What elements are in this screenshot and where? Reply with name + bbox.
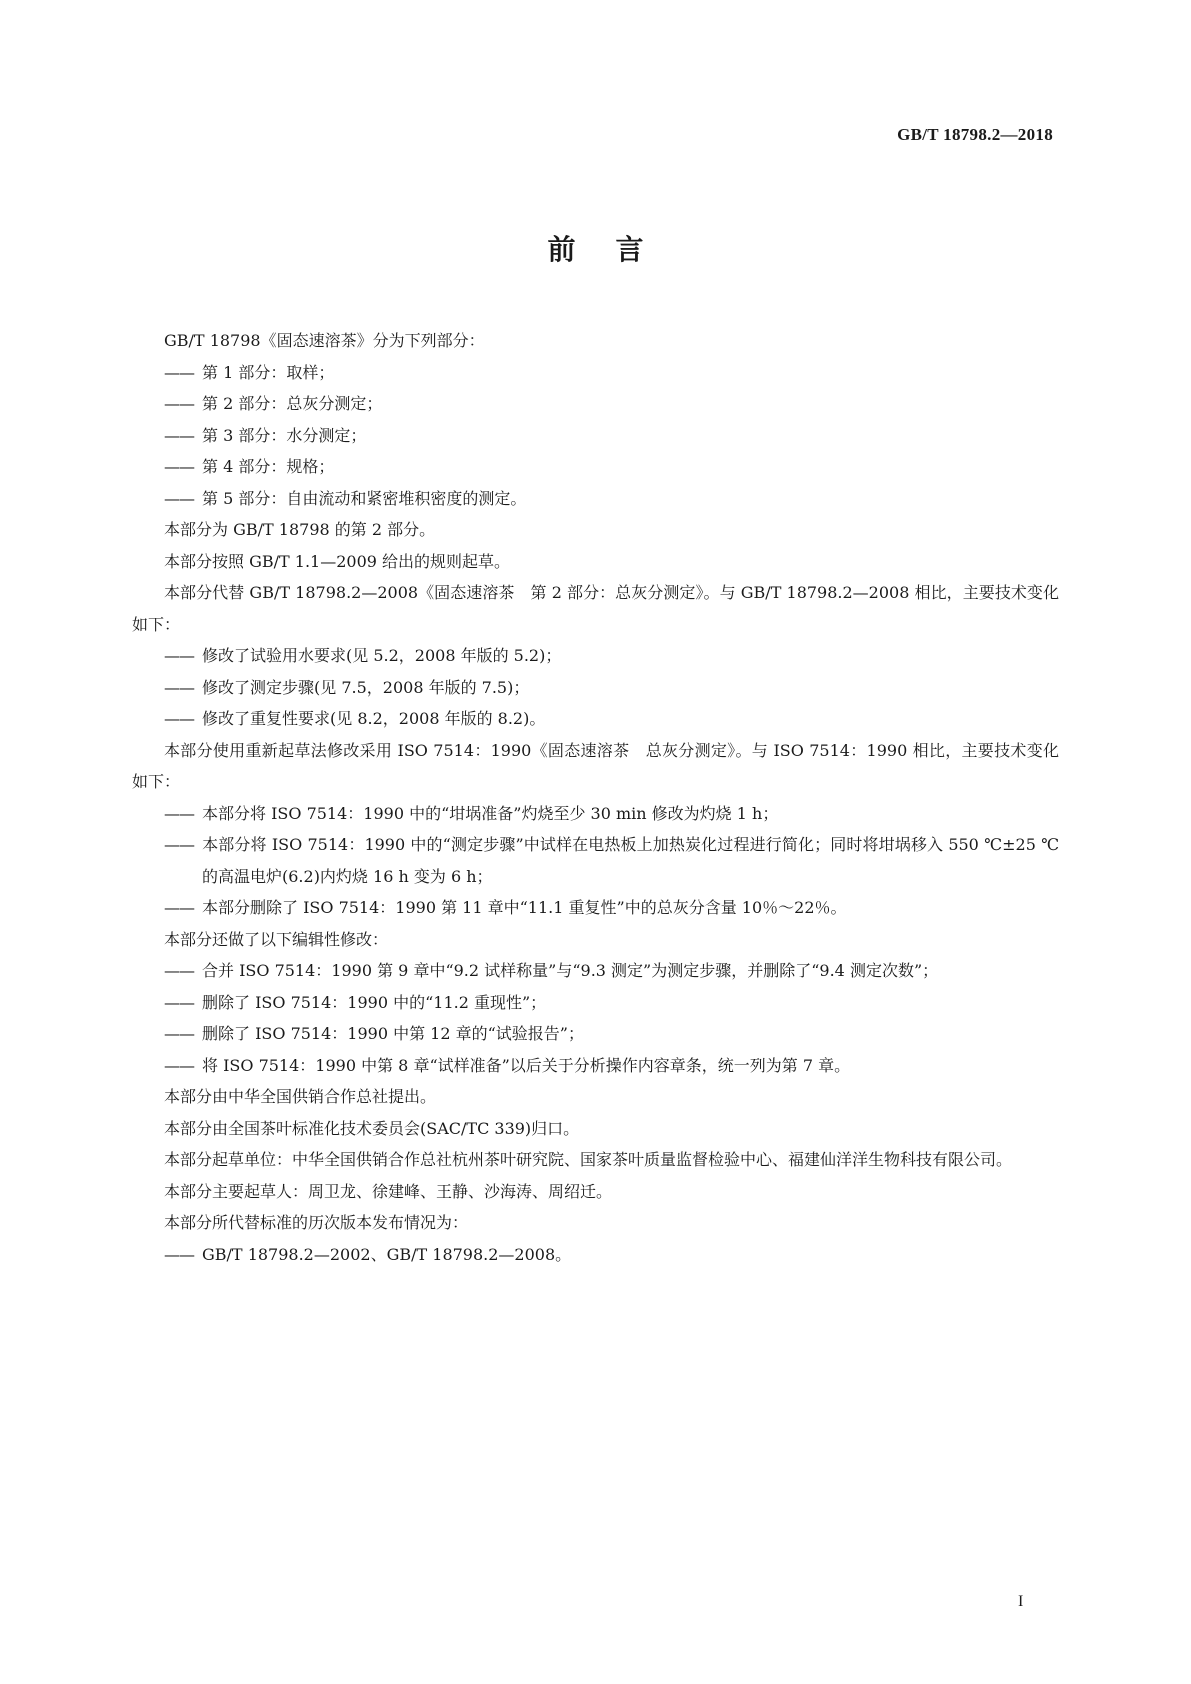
paragraph: 本部分由中华全国供销合作总社提出。 xyxy=(164,1087,437,1106)
list-item xyxy=(132,798,1059,830)
list-item xyxy=(132,1050,1059,1082)
list-dash: —— xyxy=(164,1024,194,1043)
list-item xyxy=(132,987,1059,1019)
list-item-text: 本部分将 ISO 7514：1990 中的“测定步骤”中试样在电热板上加热炭化过程进行简化；同时将坩埚移入 550 ℃±25 ℃的高温电炉(6.2)内灼烧 16 h 变为 6 h； xyxy=(202,835,1059,886)
list-item-text: GB/T 18798.2—2002、GB/T 18798.2—2008。 xyxy=(202,1244,572,1264)
list-item-text: 删除了 ISO 7514：1990 中的“11.2 重现性”； xyxy=(202,992,547,1012)
list-dash: —— xyxy=(164,425,194,445)
list-item xyxy=(132,388,1059,420)
list-dash: —— xyxy=(164,394,194,413)
paragraph: 本部分主要起草人：周卫龙、徐建峰、王静、沙海涛、周绍迁。 xyxy=(164,1181,613,1201)
list-item xyxy=(132,955,1059,987)
list-item xyxy=(132,420,1059,452)
paragraph: 本部分为 GB/T 18798 的第 2 部分。 xyxy=(164,520,436,539)
paragraph: 本部分由全国茶叶标准化技术委员会(SAC/TC 339)归口。 xyxy=(164,1118,580,1138)
list-dash: —— xyxy=(164,488,194,508)
list-item-text: 修改了试验用水要求(见 5.2，2008 年版的 5.2)； xyxy=(202,646,562,665)
list-dash: —— xyxy=(164,961,194,980)
paragraph: 本部分代替 GB/T 18798.2—2008《固态速溶茶 第 2 部分：总灰分测定》。与 GB/T 18798.2—2008 相比，主要技术变化如下： xyxy=(132,583,1059,634)
list-item xyxy=(132,451,1059,483)
page-number: I xyxy=(1018,1593,1024,1610)
list-dash: —— xyxy=(164,898,194,917)
list-item-text: 删除了 ISO 7514：1990 中第 12 章的“试验报告”； xyxy=(202,1024,584,1043)
list-item-text: 本部分删除了 ISO 7514：1990 第 11 章中“11.1 重复性”中的总灰分含量 10％～22％。 xyxy=(202,898,847,917)
list-item-text: 将 ISO 7514：1990 中第 8 章“试样准备”以后关于分析操作内容章条，统一列为第 7 章。 xyxy=(202,1055,851,1075)
list-item-text: 第 4 部分：规格； xyxy=(202,457,335,476)
list-item xyxy=(132,640,1059,672)
list-item-text: 修改了重复性要求(见 8.2，2008 年版的 8.2)。 xyxy=(202,709,546,728)
list-dash: —— xyxy=(164,1244,194,1264)
list-dash: —— xyxy=(164,646,194,665)
list-item xyxy=(132,703,1059,735)
list-item-text: 第 3 部分：水分测定； xyxy=(202,425,367,445)
standard-code: GB/T 18798.2—2018 xyxy=(897,125,1053,144)
list-item xyxy=(132,1018,1059,1050)
paragraph: GB/T 18798《固态速溶茶》分为下列部分： xyxy=(164,331,485,350)
paragraph: 本部分还做了以下编辑性修改： xyxy=(164,929,389,949)
paragraph: 本部分按照 GB/T 1.1—2009 给出的规则起草。 xyxy=(164,551,511,571)
list-item xyxy=(132,357,1059,389)
list-item-text: 第 1 部分：取样； xyxy=(202,362,335,382)
list-dash: —— xyxy=(164,362,194,382)
document-body xyxy=(132,325,1059,1270)
paragraph: 本部分所代替标准的历次版本发布情况为： xyxy=(164,1213,469,1232)
list-item xyxy=(132,483,1059,515)
list-dash: —— xyxy=(164,1055,194,1075)
list-item xyxy=(132,829,1059,892)
list-item xyxy=(132,672,1059,704)
paragraph: 本部分起草单位：中华全国供销合作总社杭州茶叶研究院、国家茶叶质量监督检验中心、福建仙洋洋生物科技有限公司。 xyxy=(164,1150,1013,1169)
list-dash: —— xyxy=(164,835,194,854)
list-dash: —— xyxy=(164,992,194,1012)
list-item-text: 修改了测定步骤(见 7.5，2008 年版的 7.5)； xyxy=(202,677,530,697)
list-item-text: 本部分将 ISO 7514：1990 中的“坩埚准备”灼烧至少 30 min 修改为灼烧 1 h； xyxy=(202,803,779,823)
list-item-text: 合并 ISO 7514：1990 第 9 章中“9.2 试样称量”与“9.3 测定”为测定步骤，并删除了“9.4 测定次数”； xyxy=(202,961,939,980)
list-dash: —— xyxy=(164,709,194,728)
list-dash: —— xyxy=(164,677,194,697)
list-item-text: 第 2 部分：总灰分测定； xyxy=(202,394,383,413)
list-item-text: 第 5 部分：自由流动和紧密堆积密度的测定。 xyxy=(202,488,527,508)
list-dash: —— xyxy=(164,457,194,476)
list-dash: —— xyxy=(164,803,194,823)
list-item xyxy=(132,892,1059,924)
paragraph: 本部分使用重新起草法修改采用 ISO 7514：1990《固态速溶茶 总灰分测定》。与 ISO 7514：1990 相比，主要技术变化如下： xyxy=(132,740,1059,791)
page-title: 前言 xyxy=(547,233,684,266)
list-item xyxy=(132,1239,1059,1271)
